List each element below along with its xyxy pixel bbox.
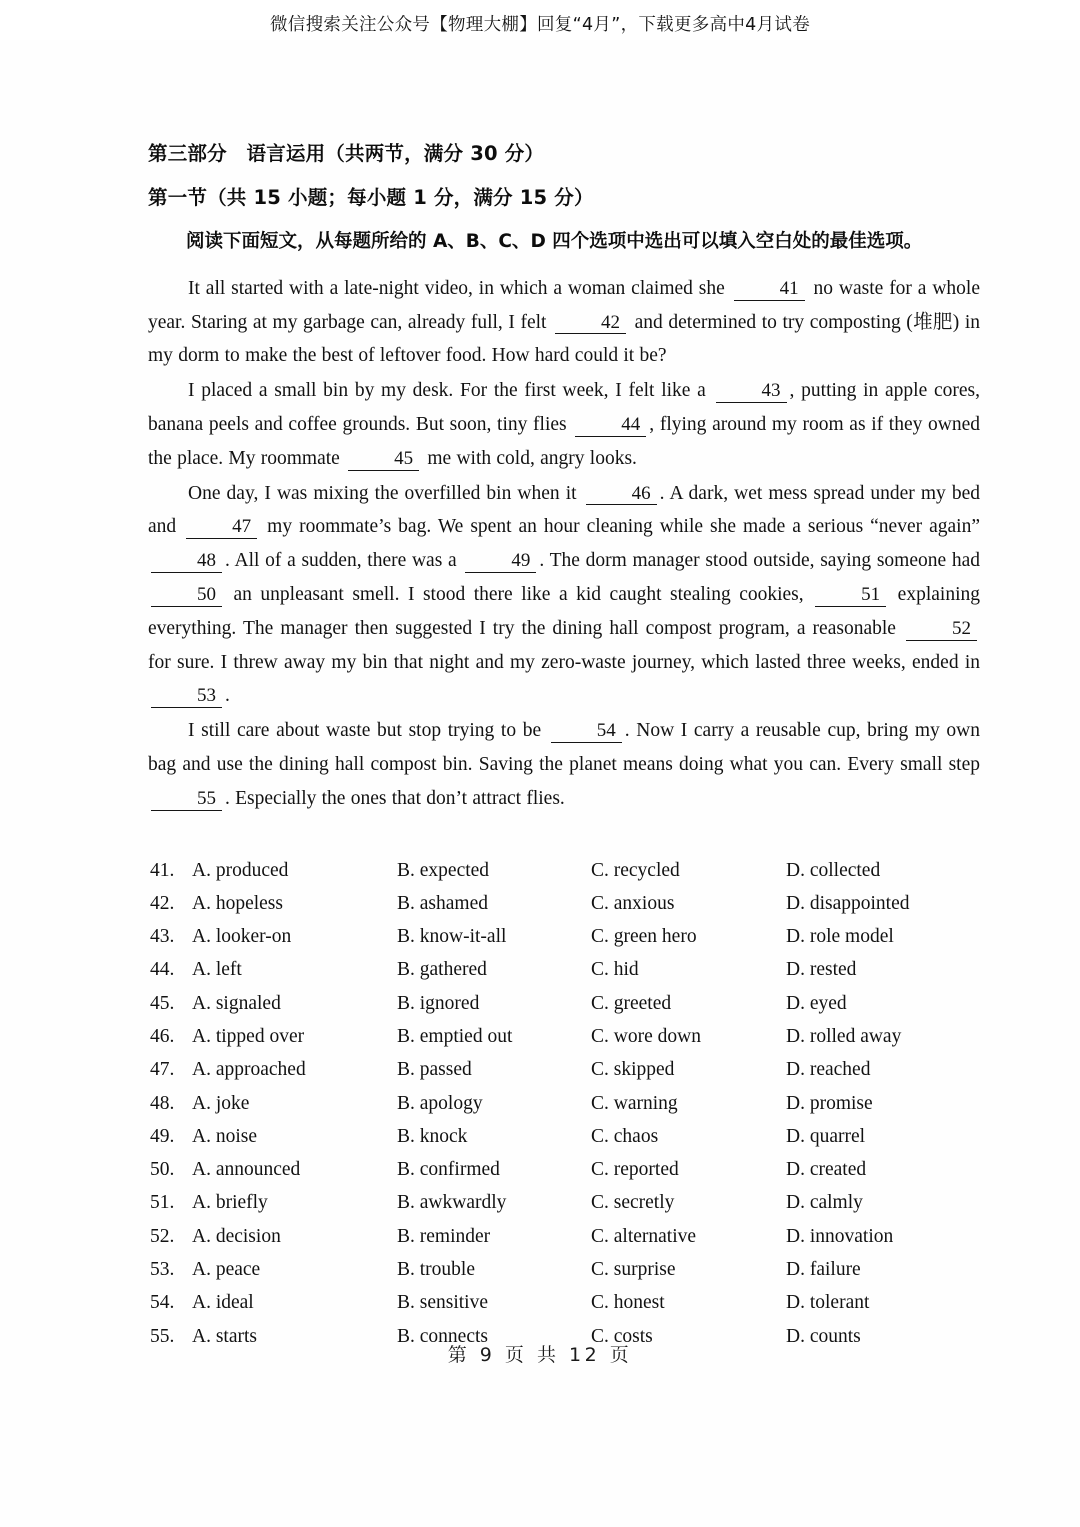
cloze-blank-53[interactable]: 53 <box>151 686 222 708</box>
passage-text: an unpleasant smell. I stood there like a kid caught stealing cookies, <box>225 583 813 605</box>
option-choice-c[interactable]: C. skipped <box>591 1059 675 1081</box>
passage-text: . Especially the ones that don’t attract flies. <box>225 787 565 809</box>
promo-watermark-bar <box>0 0 1080 40</box>
passage-text: . All of a sudden, there was a <box>225 550 463 572</box>
option-choice-b[interactable]: B. awkwardly <box>397 1192 507 1214</box>
question-number: 45. <box>150 992 175 1014</box>
option-choice-b[interactable]: B. sensitive <box>397 1292 488 1314</box>
option-choice-d[interactable]: D. rested <box>786 959 857 981</box>
passage-text: I still care about waste but stop trying to be <box>188 720 548 742</box>
option-choice-c[interactable]: C. reported <box>591 1159 679 1181</box>
passage-text: . <box>225 685 230 707</box>
option-row <box>148 1259 980 1292</box>
option-choice-c[interactable]: C. alternative <box>591 1225 697 1247</box>
question-number: 48. <box>150 1092 175 1114</box>
option-choice-b[interactable]: B. trouble <box>397 1259 475 1281</box>
option-choice-d[interactable]: D. created <box>786 1159 867 1181</box>
passage-paragraph <box>148 477 980 714</box>
page-footer: 第 9 页 共 12 页 <box>447 1344 633 1366</box>
option-row <box>148 1059 980 1092</box>
option-choice-d[interactable]: D. role model <box>786 926 894 948</box>
question-number: 49. <box>150 1125 175 1147</box>
passage-text: for sure. I threw away my bin that night and my zero-waste journey, which lasted three weeks, ended in <box>148 651 980 673</box>
cloze-blank-50[interactable]: 50 <box>151 585 222 607</box>
exam-page-sheet <box>0 40 1080 1527</box>
section-one-heading: 第一节（共 15 小题；每小题 1 分，满分 15 分） <box>148 186 594 209</box>
passage-text: , putting in apple cores, banana peels and coffee grounds. But soon, tiny flies <box>148 380 980 435</box>
option-choice-d[interactable]: D. disappointed <box>786 892 910 914</box>
option-choice-a[interactable]: A. tipped over <box>192 1025 305 1047</box>
option-choice-d[interactable]: D. rolled away <box>786 1025 902 1047</box>
cloze-blank-48[interactable]: 48 <box>151 551 222 573</box>
option-choice-a[interactable]: A. approached <box>192 1059 306 1081</box>
cloze-blank-49[interactable]: 49 <box>465 551 536 573</box>
passage-text: me with cold, angry looks. <box>422 447 637 469</box>
option-choice-d[interactable]: D. failure <box>786 1259 861 1281</box>
cloze-blank-41[interactable]: 41 <box>734 279 805 301</box>
option-choice-b[interactable]: B. gathered <box>397 959 487 981</box>
option-choice-c[interactable]: C. surprise <box>591 1259 676 1281</box>
option-choice-c[interactable]: C. green hero <box>591 926 697 948</box>
option-choice-b[interactable]: B. ignored <box>397 992 480 1014</box>
option-choice-c[interactable]: C. warning <box>591 1092 678 1114</box>
option-choice-d[interactable]: D. tolerant <box>786 1292 870 1314</box>
option-choice-b[interactable]: B. know-it-all <box>397 926 507 948</box>
cloze-blank-44[interactable]: 44 <box>575 415 646 437</box>
option-choice-b[interactable]: B. knock <box>397 1125 468 1147</box>
option-choice-b[interactable]: B. emptied out <box>397 1025 513 1047</box>
question-number: 46. <box>150 1025 175 1047</box>
cloze-blank-45[interactable]: 45 <box>348 449 419 471</box>
passage-paragraph <box>148 272 980 373</box>
question-number: 41. <box>150 859 175 881</box>
passage-paragraph <box>148 374 980 475</box>
option-choice-b[interactable]: B. apology <box>397 1092 483 1114</box>
option-choice-b[interactable]: B. reminder <box>397 1225 491 1247</box>
option-choice-a[interactable]: A. starts <box>192 1325 257 1347</box>
option-choice-c[interactable]: C. secretly <box>591 1192 675 1214</box>
option-choice-a[interactable]: A. briefly <box>192 1192 268 1214</box>
cloze-blank-55[interactable]: 55 <box>151 789 222 811</box>
cloze-blank-52[interactable]: 52 <box>906 619 977 641</box>
option-choice-a[interactable]: A. left <box>192 959 242 981</box>
option-choice-d[interactable]: D. innovation <box>786 1225 894 1247</box>
option-row <box>148 1126 980 1159</box>
option-choice-b[interactable]: B. connects <box>397 1325 488 1347</box>
question-number: 42. <box>150 892 175 914</box>
option-row <box>148 1026 980 1059</box>
cloze-blank-42[interactable]: 42 <box>555 313 626 335</box>
option-choice-a[interactable]: A. signaled <box>192 992 281 1014</box>
cloze-blank-46[interactable]: 46 <box>586 484 657 506</box>
option-choice-a[interactable]: A. decision <box>192 1225 281 1247</box>
passage-text: . The dorm manager stood outside, saying someone had <box>539 550 980 572</box>
question-number: 43. <box>150 926 175 948</box>
passage-text: and determined to try composting (堆肥) in my dorm to make the best of leftover food. How hard could it be? <box>148 311 980 367</box>
option-choice-c[interactable]: C. greeted <box>591 992 672 1014</box>
option-row <box>148 993 980 1026</box>
option-choice-a[interactable]: A. joke <box>192 1092 250 1114</box>
option-choice-b[interactable]: B. confirmed <box>397 1159 500 1181</box>
option-choice-a[interactable]: A. produced <box>192 859 289 881</box>
option-row <box>148 1159 980 1192</box>
option-choice-a[interactable]: A. peace <box>192 1259 261 1281</box>
cloze-passage <box>148 272 980 816</box>
option-choice-a[interactable]: A. hopeless <box>192 892 283 914</box>
option-choice-a[interactable]: A. looker-on <box>192 926 292 948</box>
cloze-blank-43[interactable]: 43 <box>716 381 787 403</box>
passage-text: , flying around my room as if they owned the place. My roommate <box>148 413 980 469</box>
cloze-blank-54[interactable]: 54 <box>551 721 622 743</box>
option-row <box>148 1093 980 1126</box>
question-number: 50. <box>150 1159 175 1181</box>
option-choice-d[interactable]: D. collected <box>786 859 881 881</box>
question-number: 55. <box>150 1325 175 1347</box>
option-choice-d[interactable]: D. promise <box>786 1092 873 1114</box>
question-number: 47. <box>150 1059 175 1081</box>
option-choice-d[interactable]: D. eyed <box>786 992 847 1014</box>
option-choice-a[interactable]: A. announced <box>192 1159 301 1181</box>
option-choice-b[interactable]: B. ashamed <box>397 892 488 914</box>
option-choice-d[interactable]: D. reached <box>786 1059 871 1081</box>
option-choice-c[interactable]: C. costs <box>591 1325 653 1347</box>
question-number: 53. <box>150 1259 175 1281</box>
option-choice-d[interactable]: D. quarrel <box>786 1125 866 1147</box>
passage-text: One day, I was mixing the overfilled bin when it <box>188 482 583 504</box>
option-choice-c[interactable]: C. chaos <box>591 1125 659 1147</box>
option-choice-c[interactable]: C. anxious <box>591 892 675 914</box>
passage-paragraph <box>148 714 980 815</box>
passage-text: no waste for a whole year. Staring at my garbage can, already full, I felt <box>148 277 980 333</box>
option-choice-d[interactable]: D. counts <box>786 1325 861 1347</box>
option-row <box>148 893 980 926</box>
cloze-blank-47[interactable]: 47 <box>186 517 257 539</box>
option-row <box>148 1192 980 1225</box>
option-choice-c[interactable]: C. recycled <box>591 859 680 881</box>
question-number: 51. <box>150 1192 175 1214</box>
passage-text: . Now I carry a reusable cup, bring my own bag and use the dining hall compost bin. Saving the planet means doing what you can. Every small step <box>148 720 980 775</box>
passage-text: . A dark, wet mess spread under my bed and <box>148 482 980 538</box>
question-number: 54. <box>150 1292 175 1314</box>
option-choice-b[interactable]: B. expected <box>397 859 490 881</box>
promo-watermark-text: 微信搜索关注公众号【物理大棚】回复“4月”，下载更多高中4月试卷 <box>270 14 810 35</box>
option-choice-a[interactable]: A. ideal <box>192 1292 254 1314</box>
option-choice-c[interactable]: C. honest <box>591 1292 665 1314</box>
option-choice-b[interactable]: B. passed <box>397 1059 472 1081</box>
part-three-heading: 第三部分 语言运用（共两节，满分 30 分） <box>148 142 545 165</box>
cloze-blank-51[interactable]: 51 <box>815 585 886 607</box>
option-row <box>148 959 980 992</box>
option-row <box>148 1226 980 1259</box>
option-choice-c[interactable]: C. wore down <box>591 1025 701 1047</box>
option-choice-d[interactable]: D. calmly <box>786 1192 863 1214</box>
question-number: 52. <box>150 1225 175 1247</box>
page-content <box>148 138 980 1359</box>
passage-text: I placed a small bin by my desk. For the first week, I felt like a <box>188 380 713 402</box>
option-row <box>148 1292 980 1325</box>
option-choice-c[interactable]: C. hid <box>591 959 639 981</box>
option-row <box>148 860 980 893</box>
section-instruction: 阅读下面短文，从每题所给的 A、B、C、D 四个选项中选出可以填入空白处的最佳选项。 <box>186 231 923 252</box>
option-choice-a[interactable]: A. noise <box>192 1125 257 1147</box>
passage-text: explaining everything. The manager then suggested I try the dining hall compost program, a reasonable <box>148 583 980 639</box>
option-row <box>148 926 980 959</box>
options-list <box>148 860 980 1359</box>
passage-text: my roommate’s bag. We spent an hour cleaning while she made a serious “never again” <box>260 516 980 538</box>
question-number: 44. <box>150 959 175 981</box>
passage-text: It all started with a late-night video, in which a woman claimed she <box>188 277 731 299</box>
